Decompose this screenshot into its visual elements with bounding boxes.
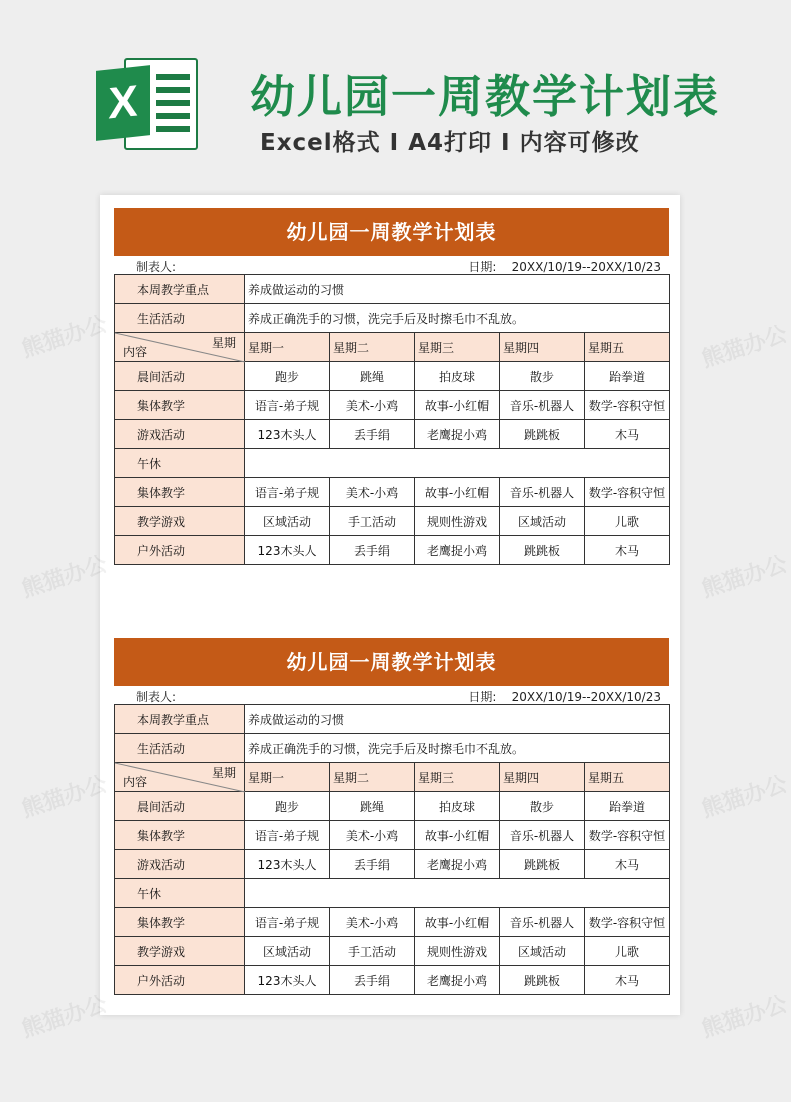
activity-cell[interactable]: 木马	[585, 966, 670, 995]
activity-cell[interactable]: 拍皮球	[415, 362, 500, 391]
activity-cell[interactable]: 美术-小鸡	[330, 908, 415, 937]
row-label: 教学游戏	[115, 937, 245, 966]
table-row	[115, 536, 670, 565]
table-row	[115, 362, 670, 391]
watermark-text: 熊猫办公	[18, 551, 111, 603]
day-header-4: 星期四	[500, 763, 585, 792]
day-header-2: 星期二	[330, 333, 415, 362]
activity-cell[interactable]: 跳绳	[330, 362, 415, 391]
row-label: 集体教学	[115, 821, 245, 850]
watermark-text: 熊猫办公	[698, 321, 791, 373]
activity-cell[interactable]: 丢手绢	[330, 850, 415, 879]
table-row	[115, 449, 670, 478]
corner-top-label: 星期	[211, 766, 236, 780]
table-row	[115, 821, 670, 850]
date-value: 20XX/10/19--20XX/10/23	[511, 260, 661, 274]
activity-cell[interactable]: 123木头人	[245, 536, 330, 565]
watermark-text: 熊猫办公	[698, 551, 791, 603]
day-header-4: 星期四	[500, 333, 585, 362]
activity-cell[interactable]: 区域活动	[500, 507, 585, 536]
plan-sheet	[114, 638, 669, 995]
corner-bottom-label: 内容	[123, 345, 148, 359]
activity-cell[interactable]: 音乐-机器人	[500, 478, 585, 507]
life-label: 生活活动	[115, 734, 245, 763]
activity-cell[interactable]: 儿歌	[585, 507, 670, 536]
activity-cell[interactable]: 老鹰捉小鸡	[415, 850, 500, 879]
activity-cell[interactable]: 木马	[585, 850, 670, 879]
table-row	[115, 966, 670, 995]
table-row	[115, 478, 670, 507]
table-row	[115, 420, 670, 449]
activity-cell[interactable]: 散步	[500, 792, 585, 821]
life-label: 生活活动	[115, 304, 245, 333]
banner	[0, 0, 780, 180]
activity-cell[interactable]: 木马	[585, 420, 670, 449]
focus-label: 本周教学重点	[115, 275, 245, 304]
activity-cell[interactable]: 老鹰捉小鸡	[415, 536, 500, 565]
focus-label: 本周教学重点	[115, 705, 245, 734]
table-row	[115, 879, 670, 908]
table-row	[115, 391, 670, 420]
excel-logo-icon	[96, 52, 198, 152]
paper-preview	[100, 195, 680, 1015]
sheet-title: 幼儿园一周教学计划表	[114, 638, 669, 686]
activity-cell[interactable]: 数学-容积守恒	[585, 821, 670, 850]
activity-cell[interactable]: 音乐-机器人	[500, 821, 585, 850]
activity-cell[interactable]: 美术-小鸡	[330, 821, 415, 850]
row-label: 晨间活动	[115, 792, 245, 821]
activity-cell[interactable]: 数学-容积守恒	[585, 478, 670, 507]
corner-bottom-label: 内容	[123, 775, 148, 789]
watermark-text: 熊猫办公	[18, 311, 111, 363]
maker-label: 制表人:	[136, 260, 177, 274]
activity-cell[interactable]: 故事-小红帽	[415, 908, 500, 937]
activity-cell[interactable]: 区域活动	[500, 937, 585, 966]
date-field	[468, 258, 661, 275]
table-row	[115, 275, 670, 304]
activity-cell[interactable]: 音乐-机器人	[500, 908, 585, 937]
table-row	[115, 908, 670, 937]
row-label: 集体教学	[115, 908, 245, 937]
table-row	[115, 850, 670, 879]
activity-cell[interactable]: 跳绳	[330, 792, 415, 821]
activity-cell[interactable]: 老鹰捉小鸡	[415, 966, 500, 995]
activity-cell[interactable]: 拍皮球	[415, 792, 500, 821]
table-row	[115, 507, 670, 536]
table-row-header	[115, 333, 670, 362]
day-header-1: 星期一	[245, 763, 330, 792]
empty-merged-cell[interactable]	[245, 879, 670, 908]
date-label: 日期:	[468, 690, 497, 704]
watermark-text: 熊猫办公	[698, 771, 791, 823]
banner-subtitle: Excel格式 I A4打印 I 内容可修改	[260, 130, 640, 156]
day-header-5: 星期五	[585, 333, 670, 362]
empty-merged-cell[interactable]	[245, 449, 670, 478]
activity-cell[interactable]: 丢手绢	[330, 966, 415, 995]
activity-cell[interactable]: 跆拳道	[585, 362, 670, 391]
activity-cell[interactable]: 跑步	[245, 362, 330, 391]
activity-cell[interactable]: 跳跳板	[500, 420, 585, 449]
row-label: 集体教学	[115, 478, 245, 507]
day-header-3: 星期三	[415, 763, 500, 792]
date-field	[468, 688, 661, 705]
life-value[interactable]: 养成正确洗手的习惯，洗完手后及时擦毛巾不乱放。	[245, 734, 670, 763]
watermark-text: 熊猫办公	[698, 991, 791, 1043]
banner-title: 幼儿园一周教学计划表	[250, 70, 721, 123]
activity-cell[interactable]: 故事-小红帽	[415, 478, 500, 507]
activity-cell[interactable]: 语言-弟子规	[245, 478, 330, 507]
activity-cell[interactable]: 跳跳板	[500, 536, 585, 565]
activity-cell[interactable]: 区域活动	[245, 937, 330, 966]
plan-sheet	[114, 208, 669, 565]
row-label: 午休	[115, 879, 245, 908]
life-value[interactable]: 养成正确洗手的习惯，洗完手后及时擦毛巾不乱放。	[245, 304, 670, 333]
activity-cell[interactable]: 规则性游戏	[415, 937, 500, 966]
activity-cell[interactable]: 语言-弟子规	[245, 908, 330, 937]
activity-cell[interactable]: 手工活动	[330, 507, 415, 536]
activity-cell[interactable]: 美术-小鸡	[330, 478, 415, 507]
activity-cell[interactable]: 跳跳板	[500, 966, 585, 995]
row-label: 教学游戏	[115, 507, 245, 536]
activity-cell[interactable]: 语言-弟子规	[245, 821, 330, 850]
row-label: 游戏活动	[115, 420, 245, 449]
table-row-header	[115, 763, 670, 792]
excel-badge: X	[96, 65, 150, 141]
sheet-meta-row	[114, 256, 669, 274]
watermark-text: 熊猫办公	[18, 991, 111, 1043]
day-header-5: 星期五	[585, 763, 670, 792]
activity-cell[interactable]: 老鹰捉小鸡	[415, 420, 500, 449]
activity-cell[interactable]: 散步	[500, 362, 585, 391]
row-label: 晨间活动	[115, 362, 245, 391]
corner-top-label: 星期	[211, 336, 236, 350]
activity-cell[interactable]: 丢手绢	[330, 536, 415, 565]
watermark-text: 熊猫办公	[18, 771, 111, 823]
maker-label: 制表人:	[136, 690, 177, 704]
day-header-2: 星期二	[330, 763, 415, 792]
table-row	[115, 705, 670, 734]
table-row	[115, 304, 670, 333]
day-header-3: 星期三	[415, 333, 500, 362]
table-row	[115, 792, 670, 821]
activity-cell[interactable]: 区域活动	[245, 507, 330, 536]
date-value: 20XX/10/19--20XX/10/23	[511, 690, 661, 704]
row-label: 午休	[115, 449, 245, 478]
row-label: 户外活动	[115, 536, 245, 565]
table-row	[115, 937, 670, 966]
sheet-meta-row	[114, 686, 669, 704]
plan-table	[114, 704, 670, 995]
activity-cell[interactable]: 故事-小红帽	[415, 821, 500, 850]
focus-value[interactable]: 养成做运动的习惯	[245, 275, 670, 304]
corner-header-cell	[115, 763, 245, 792]
sheet-title: 幼儿园一周教学计划表	[114, 208, 669, 256]
row-label: 集体教学	[115, 391, 245, 420]
activity-cell[interactable]: 数学-容积守恒	[585, 391, 670, 420]
activity-cell[interactable]: 儿歌	[585, 937, 670, 966]
activity-cell[interactable]: 故事-小红帽	[415, 391, 500, 420]
focus-value[interactable]: 养成做运动的习惯	[245, 705, 670, 734]
activity-cell[interactable]: 数学-容积守恒	[585, 908, 670, 937]
table-row	[115, 734, 670, 763]
activity-cell[interactable]: 木马	[585, 536, 670, 565]
row-label: 户外活动	[115, 966, 245, 995]
activity-cell[interactable]: 跆拳道	[585, 792, 670, 821]
row-label: 游戏活动	[115, 850, 245, 879]
corner-header-cell	[115, 333, 245, 362]
activity-cell[interactable]: 123木头人	[245, 850, 330, 879]
activity-cell[interactable]: 123木头人	[245, 420, 330, 449]
activity-cell[interactable]: 规则性游戏	[415, 507, 500, 536]
activity-cell[interactable]: 丢手绢	[330, 420, 415, 449]
date-label: 日期:	[468, 260, 497, 274]
day-header-1: 星期一	[245, 333, 330, 362]
activity-cell[interactable]: 语言-弟子规	[245, 391, 330, 420]
activity-cell[interactable]: 跑步	[245, 792, 330, 821]
plan-table	[114, 274, 670, 565]
activity-cell[interactable]: 手工活动	[330, 937, 415, 966]
activity-cell[interactable]: 音乐-机器人	[500, 391, 585, 420]
activity-cell[interactable]: 123木头人	[245, 966, 330, 995]
activity-cell[interactable]: 美术-小鸡	[330, 391, 415, 420]
activity-cell[interactable]: 跳跳板	[500, 850, 585, 879]
